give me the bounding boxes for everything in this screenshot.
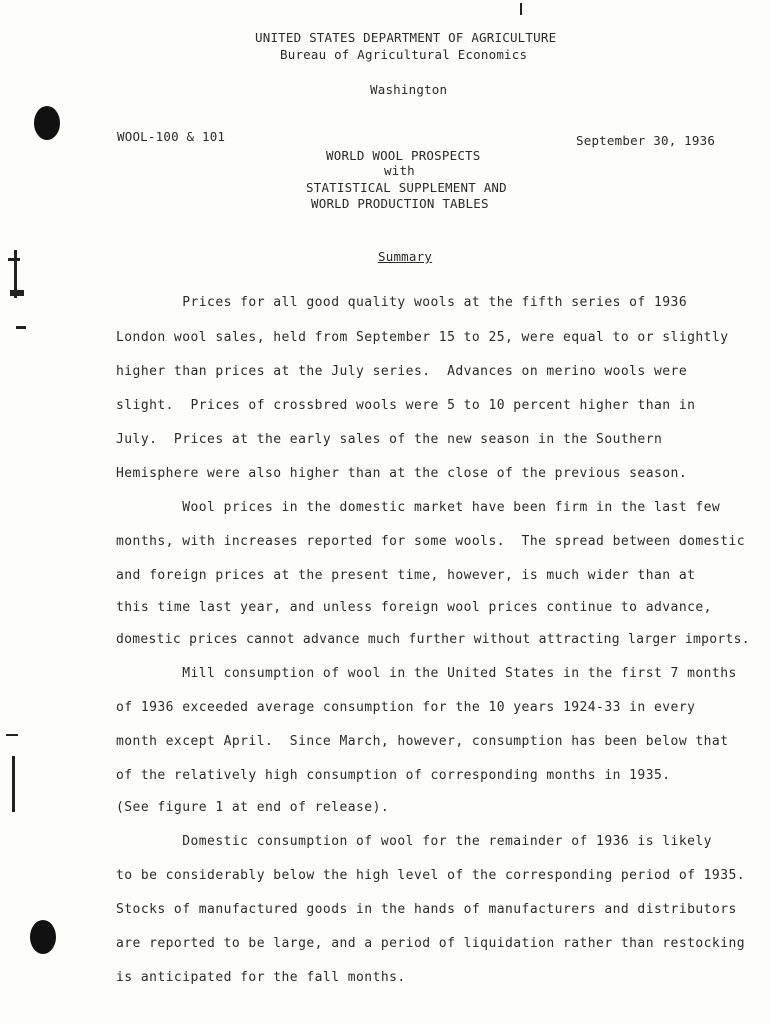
paragraph-line: of the relatively high consumption of corresponding months in 1935. (116, 768, 671, 783)
scan-mark (12, 756, 15, 812)
paragraph-line: this time last year, and unless foreign wool prices continue to advance, (116, 600, 712, 615)
scan-mark (6, 734, 18, 736)
paragraph-line: is anticipated for the fall months. (116, 970, 406, 985)
paragraph-line: July. Prices at the early sales of the new season in the Southern (116, 432, 663, 447)
paragraph-line: Mill consumption of wool in the United States in the first 7 months (116, 666, 737, 681)
paragraph-line: higher than prices at the July series. Advances on merino wools were (116, 364, 688, 379)
paragraph-line: Domestic consumption of wool for the remainder of 1936 is likely (116, 834, 712, 849)
paragraph-line: Hemisphere were also higher than at the close of the previous season. (116, 466, 688, 481)
paragraph-line: months, with increases reported for some wools. The spread between domestic (116, 534, 746, 549)
paragraph-line: slight. Prices of crossbred wools were 5 to 10 percent higher than in (116, 398, 696, 413)
paragraph-line: London wool sales, held from September 15 to 25, were equal to or slightly (116, 330, 729, 345)
paragraph-line: domestic prices cannot advance much further without attracting larger imports. (116, 632, 750, 647)
department-heading: UNITED STATES DEPARTMENT OF AGRICULTURE (255, 30, 557, 45)
paragraph-line: Prices for all good quality wools at the fifth series of 1936 (116, 295, 688, 310)
summary-heading: Summary (378, 249, 433, 264)
punch-hole-bottom (30, 920, 56, 954)
bureau-heading: Bureau of Agricultural Economics (280, 47, 528, 62)
paragraph-line: are reported to be large, and a period of liquidation rather than restocking (116, 936, 746, 951)
scan-mark (16, 326, 26, 329)
scan-mark (8, 258, 20, 261)
scan-mark (10, 290, 24, 296)
paragraph-line: and foreign prices at the present time, however, is much wider than at (116, 568, 696, 583)
document-date: September 30, 1936 (576, 133, 716, 148)
paragraph-line: month except April. Since March, however, consumption has been below that (116, 734, 729, 749)
paragraph-line: to be considerably below the high level of the corresponding period of 1935. (116, 868, 746, 883)
paragraph-line: Stocks of manufactured goods in the hands of manufacturers and distributors (116, 902, 737, 917)
punch-hole-top (34, 106, 60, 140)
paragraph-line: (See figure 1 at end of release). (116, 800, 390, 815)
scan-mark (520, 3, 522, 15)
title-line-2: with (384, 163, 415, 178)
document-id: WOOL-100 & 101 (117, 129, 226, 144)
title-line-3: STATISTICAL SUPPLEMENT AND (306, 180, 507, 195)
paragraph-line: of 1936 exceeded average consumption for the 10 years 1924-33 in every (116, 700, 696, 715)
paragraph-line: Wool prices in the domestic market have been firm in the last few (116, 500, 721, 515)
title-line-1: WORLD WOOL PROSPECTS (326, 148, 481, 163)
city: Washington (370, 82, 448, 97)
title-line-4: WORLD PRODUCTION TABLES (311, 196, 489, 211)
